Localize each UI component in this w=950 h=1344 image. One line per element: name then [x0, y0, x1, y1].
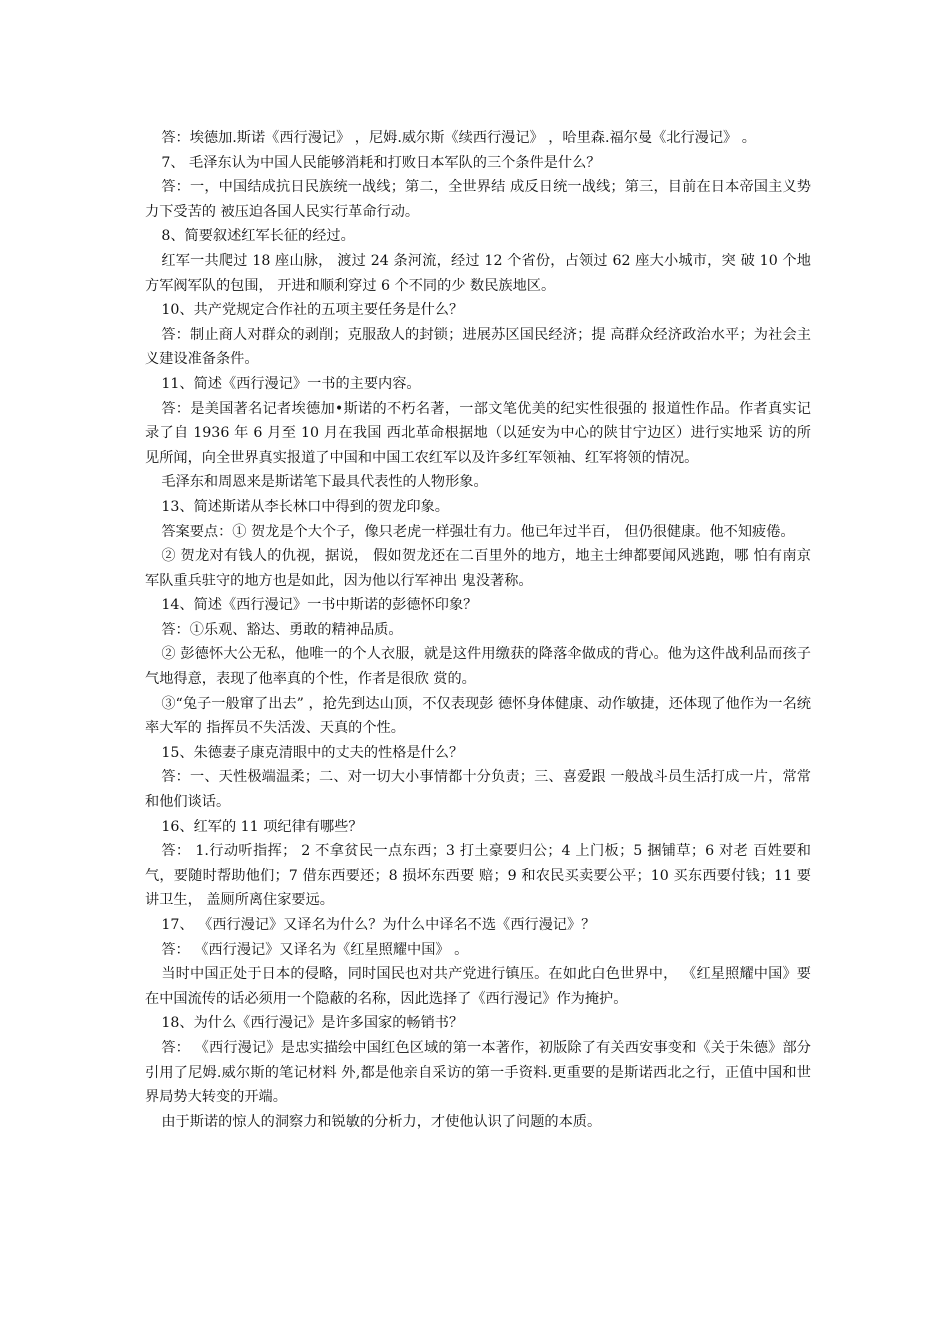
question: 8、简要叙述红军长征的经过。 — [161, 228, 355, 245]
answer: 答：是美国著名记者埃德加•斯诺的不朽名著，一部文笔优美的纪实性很强的 报道性作品。作者真实记录了自 1936 年 6 月至 10 月在我国 西北革命根据地（以延安为中心的陕甘宁边区）进行实地采 访的所见所闻，向全世界真实报道了中国和中国工农红军以及许多红军领袖、红军将领的情况。 — [145, 400, 811, 466]
answer: 答：一、天性极端温柔；二、对一切大小事情都十分负责；三、喜爱跟 一般战斗员生活打成一片，常常和他们谈话。 — [145, 769, 811, 811]
answer: 答： 《西行漫记》是忠实描绘中国红色区域的第一本著作，初版除了有关西安事变和《关于朱德》部分引用了尼姆.威尔斯的笔记材料 外,都是他亲自采访的第一手资料.更重要的是斯诺西北之行，正值中国和世界局势大转变的开端。 — [145, 1039, 811, 1106]
document-body — [145, 126, 811, 1134]
question: 13、简述斯诺从李长林口中得到的贺龙印象。 — [161, 498, 449, 515]
question: 7、 毛泽东认为中国人民能够消耗和打败日本军队的三个条件是什么？ — [161, 154, 601, 171]
answer: 答： 1.行动听指挥； 2 不拿贫民一点东西；3 打土豪要归公；4 上门板；5 捆铺草；6 对老 百姓要和气，要随时帮助他们；7 借东西要还；8 损坏东西要 赔；9 和农民买卖要公平；10 买东西要付钱；11 要讲卫生， 盖厕所离住家要远。 — [145, 843, 811, 909]
question: 10、共产党规定合作社的五项主要任务是什么？ — [161, 302, 464, 319]
question: 11、简述《西行漫记》一书的主要内容。 — [161, 375, 421, 392]
answer: 答案要点：① 贺龙是个大个子，像只老虎一样强壮有力。他已年过半百， 但仍很健康。他不知疲倦。 — [161, 523, 795, 540]
answer: 毛泽东和周恩来是斯诺笔下最具代表性的人物形象。 — [161, 474, 488, 491]
paragraph: 答：埃德加.斯诺《西行漫记》 ，尼姆.威尔斯《续西行漫记》 ，哈里森.福尔曼《北行漫记》 。 — [161, 130, 756, 146]
answer: 当时中国正处于日本的侵略，同时国民也对共产党进行镇压。在如此白色世界中， 《红星照耀中国》要在中国流传的话必须用一个隐蔽的名称，因此选择了《西行漫记》作为掩护。 — [145, 966, 811, 1007]
question: 18、为什么《西行漫记》是许多国家的畅销书？ — [161, 1015, 464, 1032]
question: 14、简述《西行漫记》一书中斯诺的彭德怀印象？ — [161, 597, 478, 614]
question: 15、朱德妻子康克清眼中的丈夫的性格是什么？ — [161, 744, 464, 761]
answer: ② 贺龙对有钱人的仇视，据说， 假如贺龙还在二百里外的地方，地主士绅都要闻风逃跑，哪 怕有南京军队重兵驻守的地方也是如此，因为他以行军神出 鬼没著称。 — [145, 548, 811, 589]
question: 17、 《西行漫记》又译名为什么？为什么中译名不选《西行漫记》？ — [161, 917, 596, 933]
answer: 答：①乐观、豁达、勇敢的精神品质。 — [161, 621, 403, 638]
answer: 答： 《西行漫记》又译名为《红星照耀中国》 。 — [161, 941, 469, 958]
answer: ② 彭德怀大公无私，他唯一的个人衣服，就是这件用缴获的降落伞做成的背心。他为这件战利品而孩子气地得意，表现了他率真的个性，作者是很欣 赏的。 — [145, 646, 811, 688]
answer: ③“兔子一般窜了出去” ，抢先到达山顶，不仅表现彭 德怀身体健康、动作敏捷，还体现了他作为一名统率大军的 指挥员不失活泼、天真的个性。 — [145, 695, 811, 737]
answer: 由于斯诺的惊人的洞察力和锐敏的分析力，才使他认识了问题的本质。 — [161, 1113, 602, 1130]
question: 16、红军的 11 项纪律有哪些？ — [161, 818, 363, 835]
answer: 红军一共爬过 18 座山脉， 渡过 24 条河流，经过 12 个省份，占领过 62 座大小城市，突 破 10 个地方军阀军队的包围， 开进和顺利穿过 6 个不同的少 数民族地区。 — [145, 252, 811, 294]
answer: 答：一，中国结成抗日民族统一战线；第二，全世界结 成反日统一战线；第三，目前在日本帝国主义势力下受苦的 被压迫各国人民实行革命行动。 — [145, 179, 811, 220]
answer: 答：制止商人对群众的剥削；克服敌人的封锁；进展苏区国民经济；提 高群众经济政治水平；为社会主义建设准备条件。 — [145, 326, 811, 368]
